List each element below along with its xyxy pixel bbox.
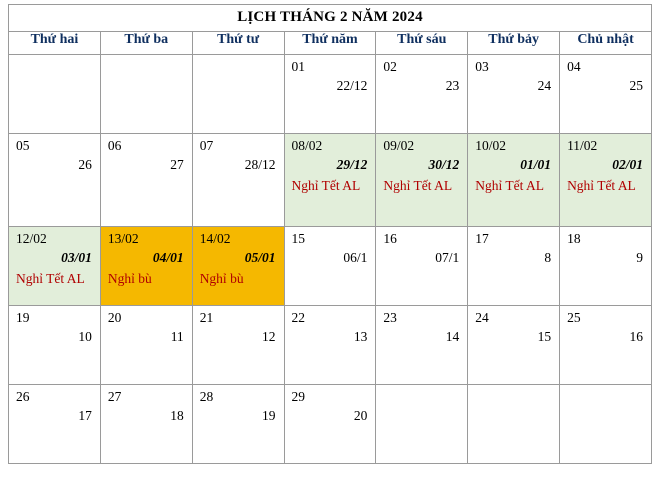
lunar-date: 11	[170, 329, 184, 344]
lunar-date: 05/01	[244, 250, 276, 265]
holiday-note: Nghỉ bù	[199, 271, 244, 286]
calendar-day-cell[interactable]	[100, 306, 192, 385]
calendar-day-cell[interactable]	[284, 55, 376, 134]
calendar-day-cell[interactable]	[376, 306, 468, 385]
solar-date: 17	[475, 231, 489, 246]
solar-date: 20	[107, 310, 122, 325]
calendar-week-row	[9, 134, 652, 227]
lunar-date: 01/01	[520, 157, 552, 172]
lunar-date: 27	[170, 157, 184, 172]
calendar-empty-cell	[560, 385, 652, 464]
solar-date: 12/02	[16, 231, 47, 246]
calendar-day-cell[interactable]	[376, 134, 468, 227]
lunar-date: 22/12	[336, 78, 368, 93]
solar-date: 10/02	[475, 138, 506, 153]
weekday-header-thu: Thứ năm	[284, 32, 376, 55]
calendar-empty-cell	[468, 385, 560, 464]
calendar-day-cell[interactable]	[192, 385, 284, 464]
lunar-date: 10	[78, 329, 92, 344]
lunar-date: 14	[445, 329, 460, 344]
lunar-date: 15	[537, 329, 552, 344]
weekday-header-tue: Thứ ba	[100, 32, 192, 55]
holiday-note: Nghỉ Tết AL	[16, 271, 85, 286]
holiday-note: Nghỉ Tết AL	[383, 178, 453, 193]
solar-date: 21	[199, 310, 214, 325]
lunar-date: 24	[537, 78, 552, 93]
calendar-day-cell[interactable]	[560, 306, 652, 385]
weekday-header-row	[9, 32, 652, 55]
solar-date: 01	[291, 59, 306, 74]
lunar-date: 07/1	[435, 250, 460, 265]
calendar-day-cell[interactable]	[376, 55, 468, 134]
calendar-day-cell[interactable]	[468, 55, 560, 134]
lunar-date: 03/01	[61, 250, 92, 265]
calendar-day-cell[interactable]	[192, 306, 284, 385]
holiday-note: Nghỉ bù	[107, 271, 152, 286]
solar-date: 27	[107, 389, 122, 404]
solar-date: 29	[291, 389, 306, 404]
calendar-day-cell[interactable]	[192, 227, 284, 306]
calendar-empty-cell	[376, 385, 468, 464]
lunar-date: 16	[629, 329, 643, 344]
calendar-day-cell[interactable]	[100, 385, 192, 464]
solar-date: 14/02	[199, 231, 231, 246]
solar-date: 22	[291, 310, 306, 325]
calendar-week-row	[9, 385, 652, 464]
calendar-day-cell[interactable]	[9, 227, 101, 306]
solar-date: 16	[383, 231, 397, 246]
calendar-week-row	[9, 227, 652, 306]
calendar-table	[8, 31, 652, 464]
lunar-date: 04/01	[152, 250, 184, 265]
solar-date: 15	[291, 231, 306, 246]
calendar-week-row	[9, 55, 652, 134]
calendar-day-cell[interactable]	[9, 385, 101, 464]
solar-date: 28	[199, 389, 214, 404]
calendar-empty-cell	[9, 55, 101, 134]
weekday-header-mon: Thứ hai	[9, 32, 101, 55]
lunar-date: 9	[636, 250, 643, 265]
calendar-day-cell[interactable]	[376, 227, 468, 306]
calendar-body	[9, 55, 652, 464]
lunar-date: 18	[170, 408, 184, 423]
calendar-day-cell[interactable]	[284, 385, 376, 464]
calendar-day-cell[interactable]	[560, 55, 652, 134]
holiday-note: Nghỉ Tết AL	[291, 178, 361, 193]
calendar-header	[9, 32, 652, 55]
weekday-header-sun: Chủ nhật	[560, 32, 652, 55]
solar-date: 26	[16, 389, 30, 404]
calendar-day-cell[interactable]	[284, 227, 376, 306]
lunar-date: 12	[262, 329, 276, 344]
calendar-day-cell[interactable]	[100, 134, 192, 227]
calendar-empty-cell	[192, 55, 284, 134]
lunar-date: 30/12	[428, 157, 460, 172]
calendar-day-cell[interactable]	[468, 134, 560, 227]
lunar-date: 17	[78, 408, 92, 423]
solar-date: 24	[475, 310, 489, 325]
solar-date: 02	[383, 59, 397, 74]
calendar-empty-cell	[100, 55, 192, 134]
weekday-header-sat: Thứ bảy	[468, 32, 560, 55]
calendar-container	[8, 0, 652, 464]
holiday-note: Nghỉ Tết AL	[475, 178, 544, 193]
holiday-note: Nghỉ Tết AL	[567, 178, 636, 193]
calendar-week-row	[9, 306, 652, 385]
solar-date: 07	[199, 138, 214, 153]
calendar-day-cell[interactable]	[284, 306, 376, 385]
weekday-header-fri: Thứ sáu	[376, 32, 468, 55]
lunar-date: 26	[78, 157, 92, 172]
lunar-date: 13	[353, 329, 368, 344]
solar-date: 03	[475, 59, 489, 74]
lunar-date: 06/1	[343, 250, 368, 265]
calendar-day-cell[interactable]	[560, 134, 652, 227]
calendar-day-cell[interactable]	[9, 134, 101, 227]
lunar-date: 20	[353, 408, 368, 423]
solar-date: 19	[16, 310, 30, 325]
solar-date: 25	[567, 310, 581, 325]
calendar-title: LỊCH THÁNG 2 NĂM 2024	[8, 4, 652, 31]
lunar-date: 29/12	[336, 157, 368, 172]
lunar-date: 19	[262, 408, 276, 423]
calendar-day-cell[interactable]	[560, 227, 652, 306]
calendar-day-cell[interactable]	[284, 134, 376, 227]
solar-date: 04	[567, 59, 581, 74]
lunar-date: 25	[629, 78, 643, 93]
lunar-date: 02/01	[612, 157, 643, 172]
solar-date: 09/02	[383, 138, 415, 153]
lunar-date: 28/12	[244, 157, 276, 172]
solar-date: 13/02	[107, 231, 139, 246]
weekday-header-wed: Thứ tư	[192, 32, 284, 55]
calendar-day-cell[interactable]	[468, 306, 560, 385]
calendar-day-cell[interactable]	[468, 227, 560, 306]
lunar-date: 23	[445, 78, 460, 93]
solar-date: 06	[107, 138, 122, 153]
solar-date: 23	[383, 310, 397, 325]
solar-date: 18	[567, 231, 581, 246]
calendar-day-cell[interactable]	[9, 306, 101, 385]
solar-date: 05	[16, 138, 30, 153]
calendar-day-cell[interactable]	[100, 227, 192, 306]
solar-date: 08/02	[291, 138, 323, 153]
lunar-date: 8	[544, 250, 552, 265]
calendar-day-cell[interactable]	[192, 134, 284, 227]
solar-date: 11/02	[567, 138, 598, 153]
